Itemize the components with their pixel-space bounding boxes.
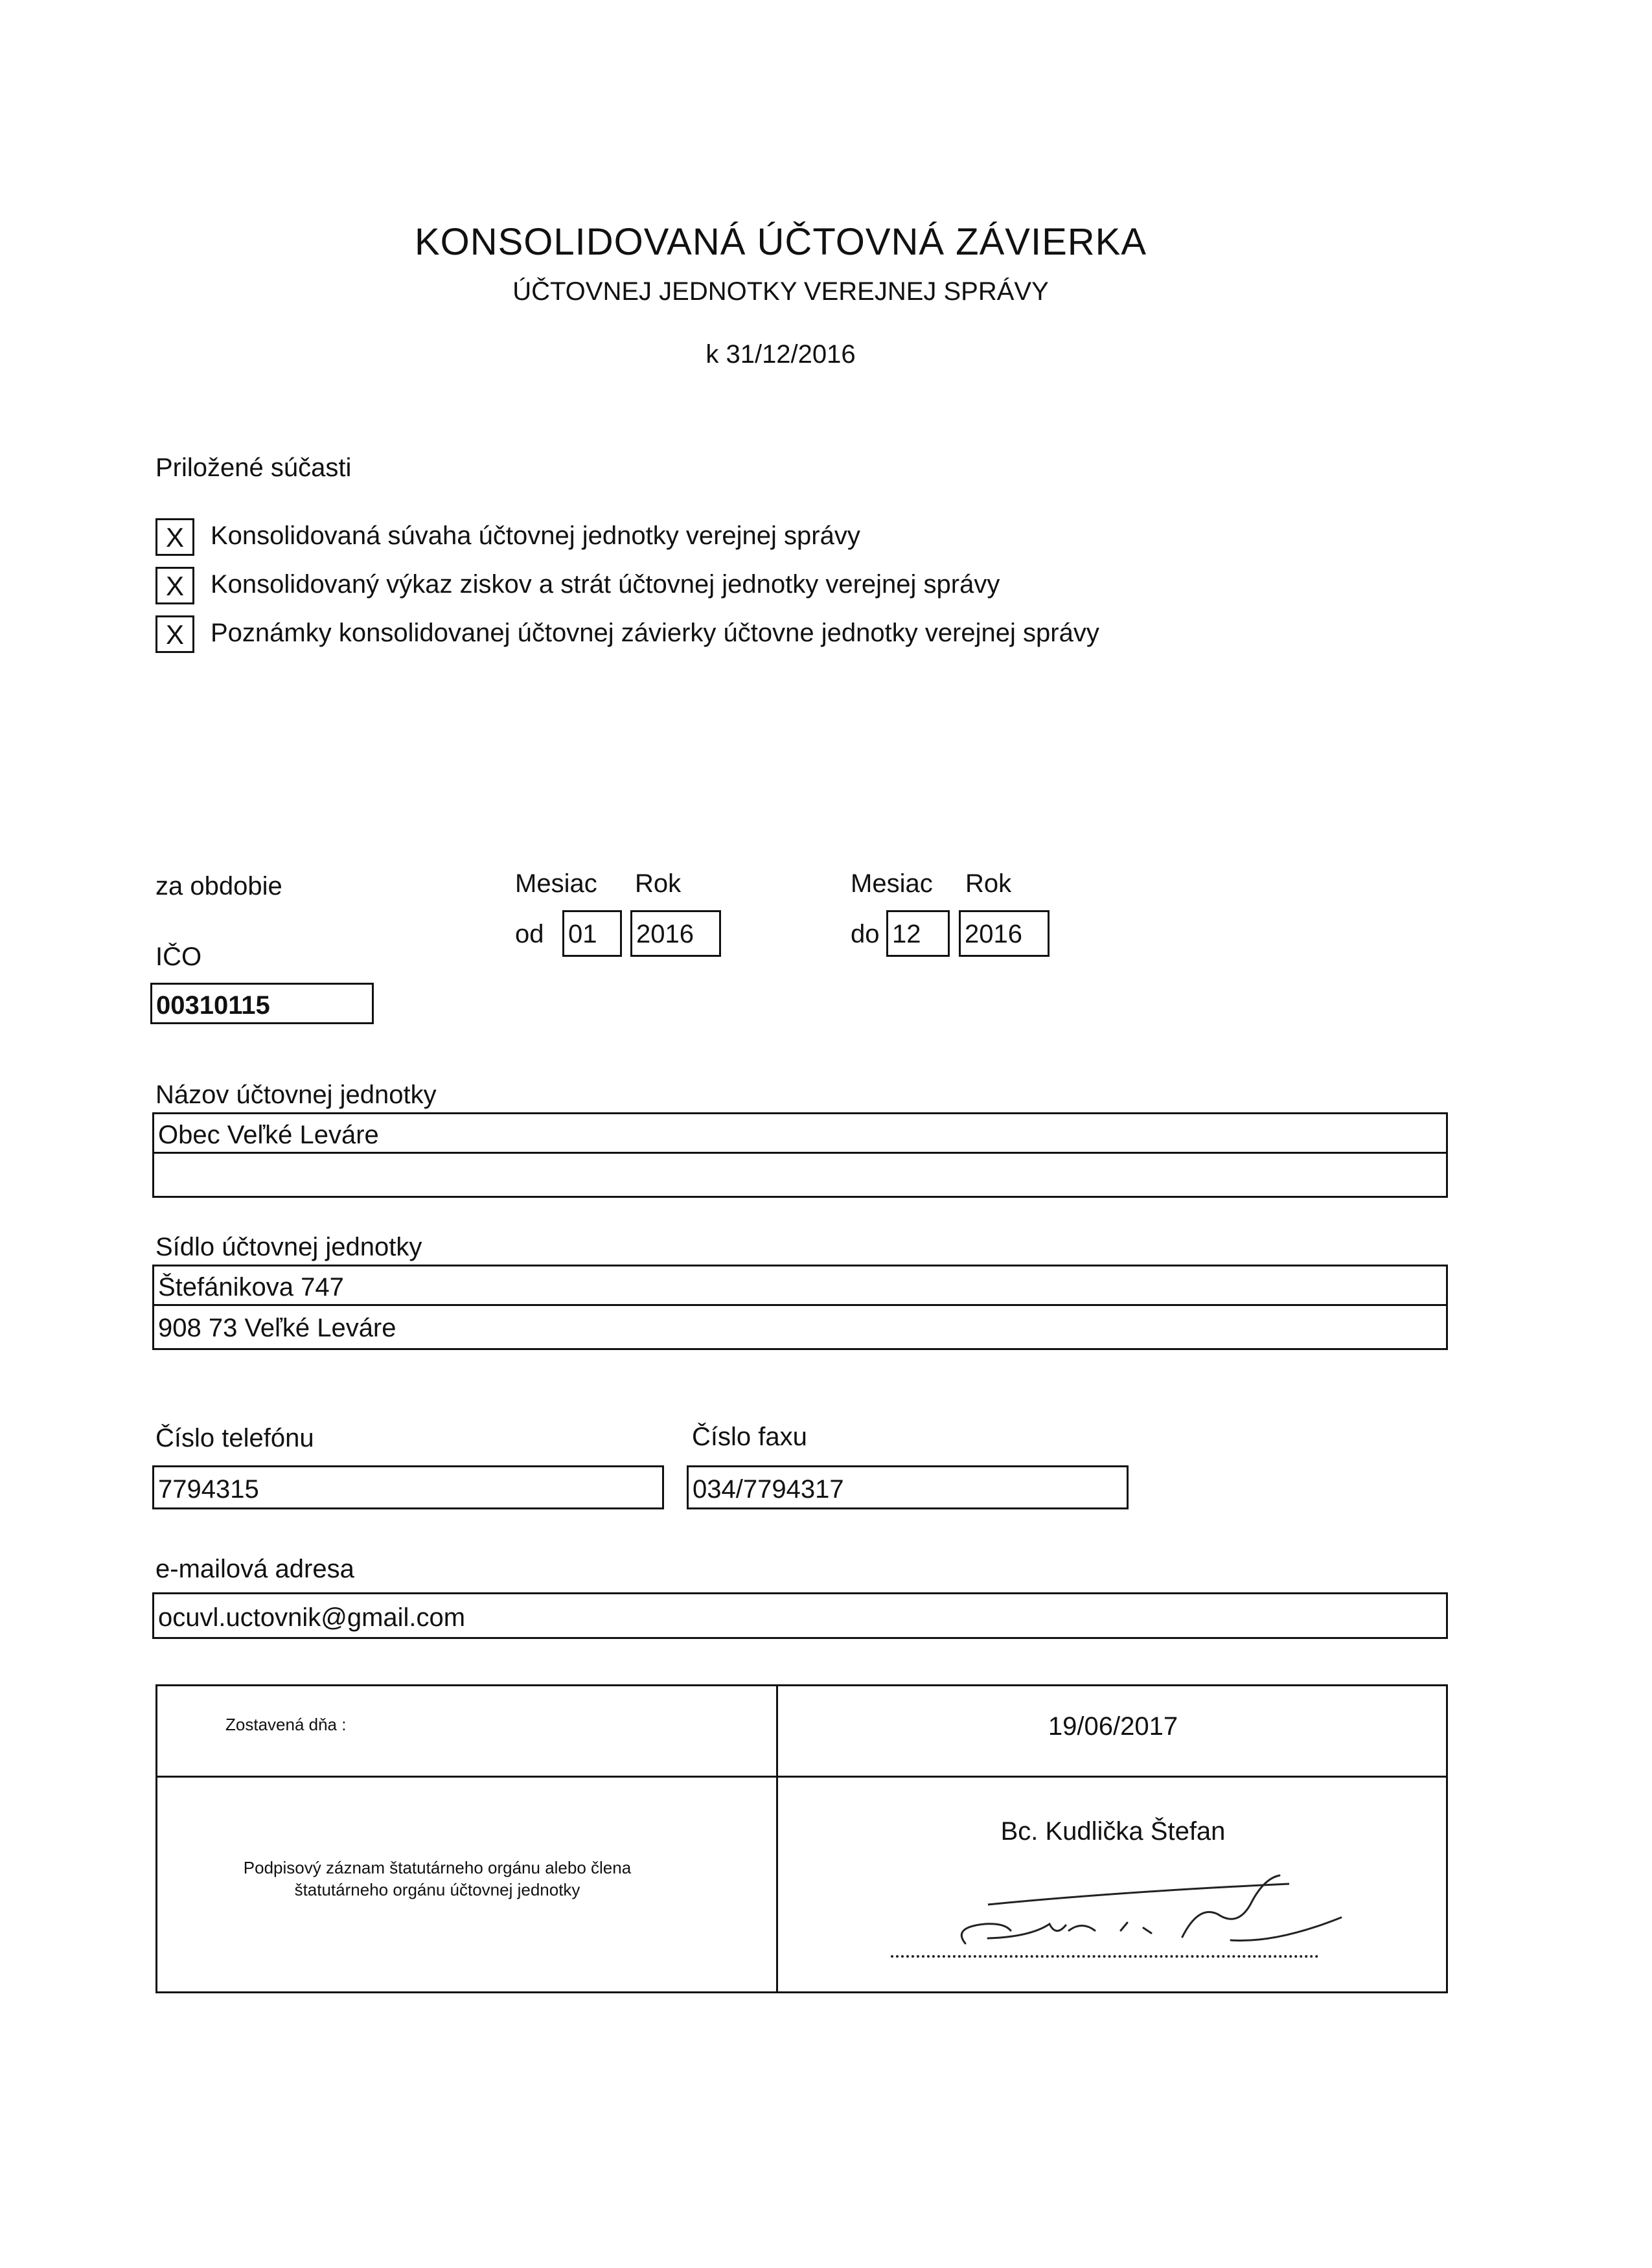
from-month-header: Mesiac [515,869,597,898]
from-label: od [515,920,544,948]
to-label: do [851,920,880,948]
fax-label: Číslo faxu [692,1423,807,1451]
attachments-heading: Priložené súčasti [155,453,352,482]
period-label: za obdobie [155,872,282,900]
to-month-field[interactable]: 12 [886,910,950,957]
compiled-label: Zostavená dňa : [225,1715,347,1734]
handwritten-signature [926,1866,1354,1963]
signature-record-label: Podpisový záznam štatutárneho orgánu alebo člena štatutárneho orgánu účtovnej jednotky [243,1858,632,1899]
ico-label: IČO [155,943,202,971]
signer-name: Bc. Kudlička Štefan [1000,1817,1226,1846]
compiled-date[interactable]: 19/06/2017 [1048,1712,1178,1741]
name-line2-field[interactable] [152,1154,1448,1198]
name-label: Názov účtovnej jednotky [155,1081,437,1109]
seat-line1-field[interactable]: Štefánikova 747 [152,1265,1448,1306]
document-subtitle: ÚČTOVNEJ JEDNOTKY VEREJNEJ SPRÁVY [512,277,1049,306]
name-line1-field[interactable]: Obec Veľké Leváre [152,1112,1448,1154]
to-year-field[interactable]: 2016 [959,910,1050,957]
from-month-field[interactable]: 01 [562,910,622,957]
email-field[interactable]: ocuvl.uctovnik@gmail.com [152,1592,1448,1639]
report-date: k 31/12/2016 [706,340,856,369]
seat-line2-field[interactable]: 908 73 Veľké Leváre [152,1306,1448,1350]
to-year-header: Rok [965,869,1012,898]
from-year-header: Rok [635,869,682,898]
attachment-3-label: Poznámky konsolidovanej účtovnej závierky účtovne jednotky verejnej správy [211,619,1099,647]
signature-table-divider-horizontal [155,1776,1448,1778]
email-label: e-mailová adresa [155,1555,354,1583]
attachment-1-checkbox[interactable]: X [155,518,194,556]
seat-label: Sídlo účtovnej jednotky [155,1233,422,1261]
document-title: KONSOLIDOVANÁ ÚČTOVNÁ ZÁVIERKA [414,221,1147,263]
phone-field[interactable]: 7794315 [152,1465,664,1509]
phone-label: Číslo telefónu [155,1424,314,1452]
attachment-2-label: Konsolidovaný výkaz ziskov a strát účtovnej jednotky verejnej správy [211,570,1000,599]
to-month-header: Mesiac [851,869,933,898]
ico-field[interactable]: 00310115 [150,983,374,1024]
attachment-3-checkbox[interactable]: X [155,615,194,653]
attachment-2-checkbox[interactable]: X [155,567,194,604]
attachment-1-label: Konsolidovaná súvaha účtovnej jednotky verejnej správy [211,521,860,550]
fax-field[interactable]: 034/7794317 [687,1465,1129,1509]
signature-line [891,1955,1318,1958]
from-year-field[interactable]: 2016 [630,910,721,957]
